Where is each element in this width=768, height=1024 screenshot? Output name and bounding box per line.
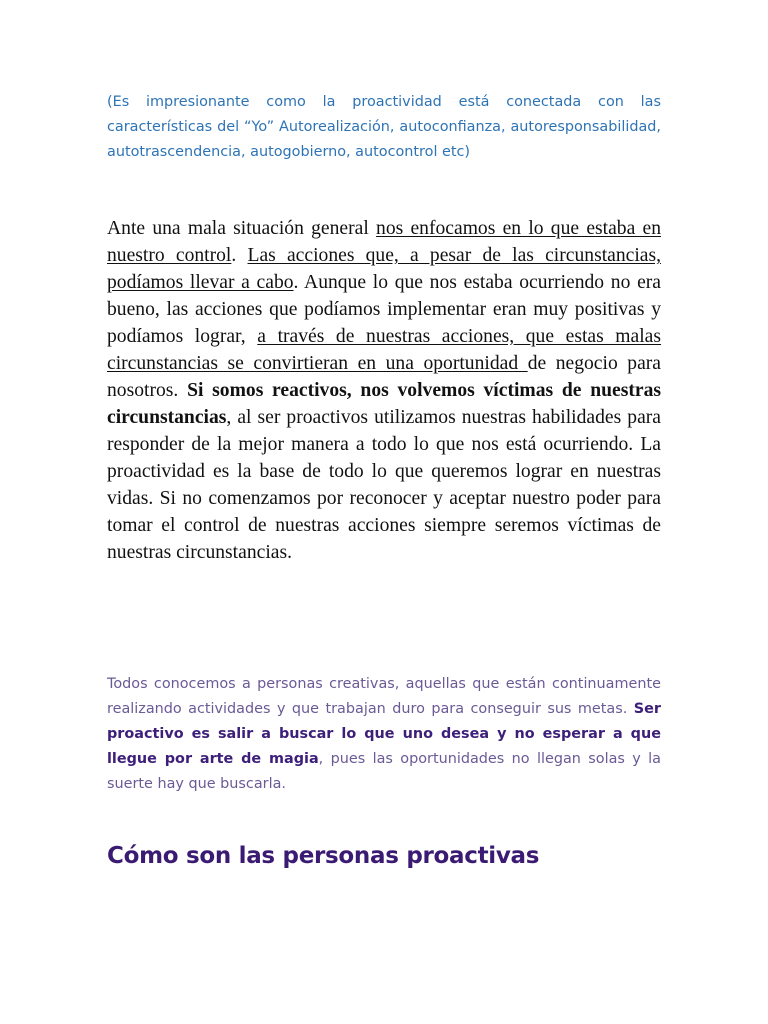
section-heading: Cómo son las personas proactivas xyxy=(107,843,540,869)
main-paragraph xyxy=(107,215,661,566)
purple-text-2: , pues las oportunidades no llegan solas y la suerte hay que buscarla. xyxy=(107,751,661,792)
purple-paragraph xyxy=(107,672,661,797)
main-text-5: , al ser proactivos utilizamos nuestras habilidades para responder de la mejor manera a todo lo que nos está ocurriendo. La proactividad es la base de todo lo que queremos lograr en nuestras vidas. Si no comenzamos por reconocer y aceptar nuestro poder para tomar el control de nuestras acciones siempre seremos víctimas de nuestras circunstancias. xyxy=(107,407,661,563)
main-text-4: de negocio para nosotros. xyxy=(107,353,662,401)
blue-note-paragraph: (Es impresionante como la proactividad está conectada con las características del “Yo” Autorealización, autoconfianza, autoresponsabilidad, autotrascendencia, autogobierno, autocontrol etc) xyxy=(107,94,661,160)
main-underlined-1: nos enfocamos en lo que estaba en nuestro control xyxy=(107,218,661,266)
main-text-2: . xyxy=(231,245,248,266)
purple-text-1: Todos conocemos a personas creativas, aquellas que están continuamente realizando actividades y que trabajan duro para conseguir sus metas. xyxy=(107,676,661,717)
main-underlined-2: Las acciones que, a pesar de las circunstancias, podíamos llevar a cabo xyxy=(107,245,661,293)
main-text-3: . Aunque lo que nos estaba ocurriendo no era bueno, las acciones que podíamos implementar eran muy positivas y podíamos lograr, xyxy=(107,272,661,347)
main-text-1: Ante una mala situación general xyxy=(107,218,377,239)
main-underlined-3: a través de nuestras acciones, que estas malas circunstancias se convirtieran en una oportunidad xyxy=(107,326,662,374)
main-bold-1: Si somos reactivos, nos volvemos víctimas de nuestras circunstancias xyxy=(107,380,661,428)
purple-bold-1: Ser proactivo es salir a buscar lo que uno desea y no esperar a que llegue por arte de magia xyxy=(107,701,661,767)
